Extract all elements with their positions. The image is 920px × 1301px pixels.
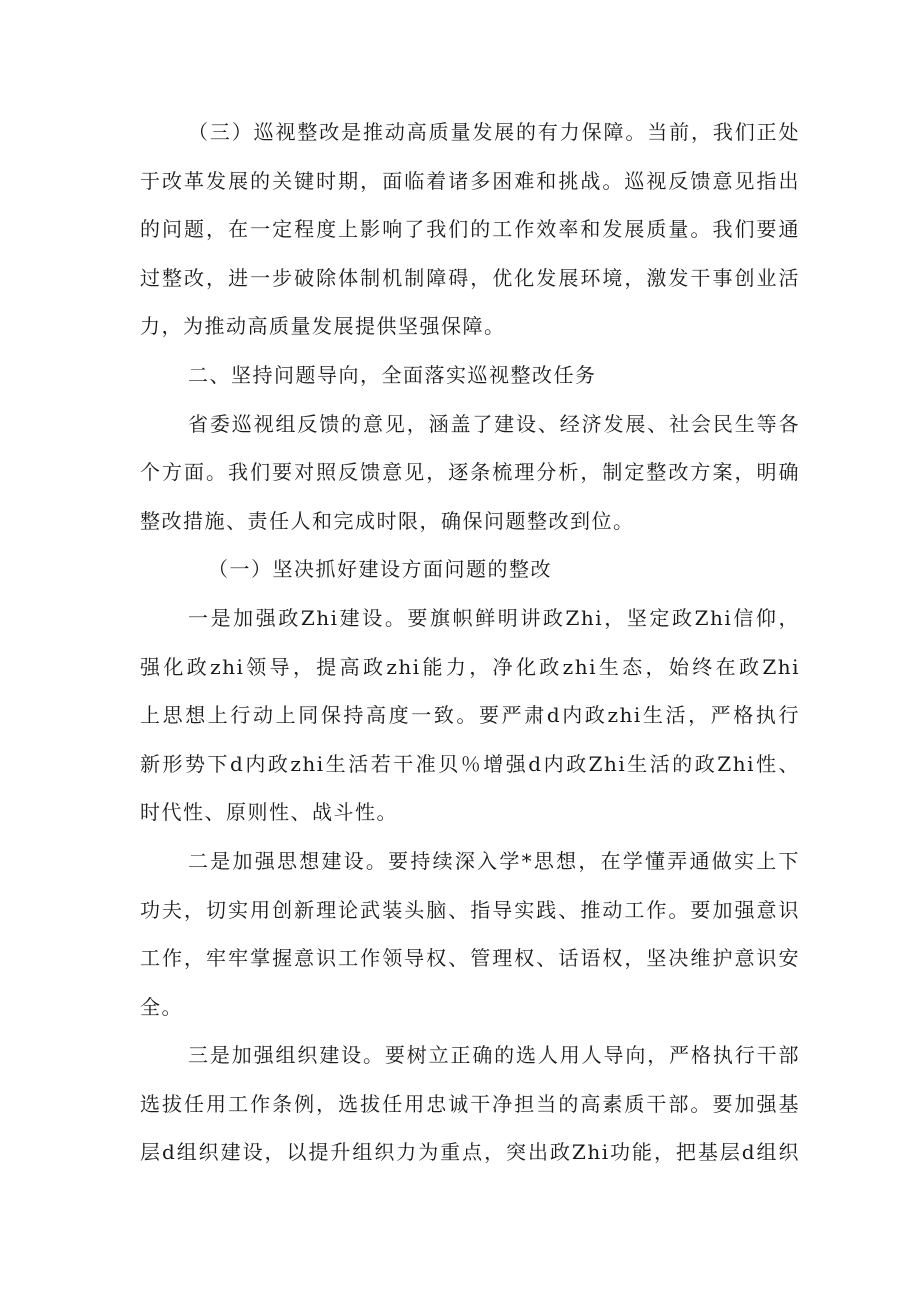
heading-text: （一）坚决抓好建设方面问题的整改 [208,557,552,582]
text-line: 工作，牢牢掌握意识工作领导权、管理权、话语权，坚决维护意识安 [140,946,800,971]
paragraph-political [140,594,800,837]
text-line: 个方面。我们要对照反馈意见，逐条梳理分析，制定整改方案，明确 [140,460,800,485]
subsection-heading [140,545,800,594]
text-line: 的问题，在一定程度上影响了我们的工作效率和发展质量。我们要通 [140,217,800,242]
text-line: 全。 [140,994,183,1019]
text-line: 一是加强政Zhi建设。要旗帜鲜明讲政Zhi，坚定政Zhi信仰， [188,605,800,630]
text-line: 省委巡视组反馈的意见，涵盖了建设、经济发展、社会民生等各 [188,411,800,436]
text-line: 二是加强思想建设。要持续深入学*思想，在学懂弄通做实上下 [188,848,800,873]
text-line: 上思想上行动上同保持高度一致。要严肃d内政zhi生活，严格执行 [140,703,800,728]
text-line: 选拔任用工作条例，选拔任用忠诚干净担当的高素质干部。要加强基 [140,1091,800,1116]
text-line: 过整改，进一步破除体制机制障碍，优化发展环境，激发干事创业活 [140,265,800,290]
heading-text: 二、坚持问题导向，全面落实巡视整改任务 [188,362,597,387]
text-line: 功夫，切实用创新理论武装头脑、指导实践、推动工作。要加强意识 [140,897,800,922]
paragraph-organization [140,1031,800,1177]
text-line: 时代性、原则性、战斗性。 [140,800,398,825]
section-heading [140,351,800,400]
text-line: 强化政zhi领导，提高政zhi能力，净化政zhi生态，始终在政Zhi [140,654,800,679]
text-line: 新形势下d内政zhi生活若干准贝％增强d内政Zhi生活的政Zhi性、 [140,751,800,776]
document-page [140,108,800,1177]
text-line: 整改措施、责任人和完成时限，确保问题整改到位。 [140,508,635,533]
text-line: 力，为推动高质量发展提供坚强保障。 [140,314,506,339]
text-line: （三）巡视整改是推动高质量发展的有力保障。当前，我们正处 [188,120,800,144]
text-line: 层d组织建设，以提升组织力为重点，突出政Zhi功能，把基层d组织 [140,1140,800,1165]
paragraph-ideology [140,837,800,1031]
text-line: 于改革发展的关键时期，面临着诸多困难和挑战。巡视反馈意见指出 [140,168,800,193]
paragraph-guarantee [140,108,800,351]
text-line: 三是加强组织建设。要树立正确的选人用人导向，严格执行干部 [188,1043,800,1068]
paragraph-feedback [140,400,800,546]
